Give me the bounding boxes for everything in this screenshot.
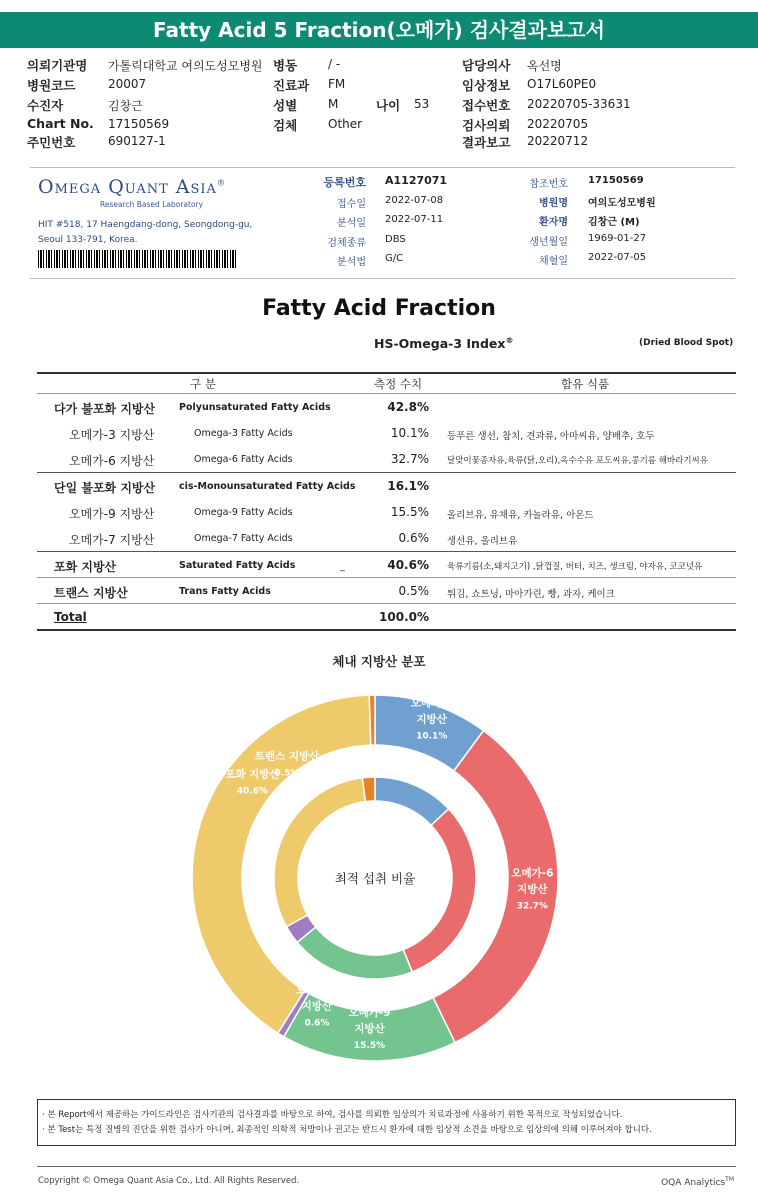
col-header-foods: 함유 식품	[561, 377, 610, 391]
report-title: Fatty Acid 5 Fraction(오메가) 검사결과보고서	[0, 12, 758, 48]
field-label: 결과보고	[462, 135, 511, 150]
disclaimer-line: · 본 Report에서 제공하는 가이드라인은 검사기관의 검사결과를 바탕으로 하여, 검사를 의뢰한 임상의가 치료과정에 사용하기 위한 목적으로 작성되었습니다.	[42, 1110, 623, 1120]
field-value: 53	[414, 97, 430, 111]
field-value: 김창근	[108, 99, 143, 113]
field-label: Chart No.	[27, 116, 94, 131]
row-value: 42.8%	[387, 400, 429, 414]
outer-slice	[369, 695, 375, 745]
row-value: 15.5%	[390, 505, 429, 519]
outer-slice-label: 오메가-6 지방산 32.7%	[511, 867, 554, 912]
table-row-total	[37, 604, 736, 630]
reg-value: 2022-07-08	[385, 195, 444, 206]
row-name-en: Omega-6 Fatty Acids	[194, 454, 293, 465]
field-value: 690127-1	[108, 134, 166, 148]
inner-slice	[403, 809, 476, 972]
row-name-ko: 다가 불포화 지방산	[54, 402, 156, 416]
reg-label: 참조번호	[529, 179, 568, 190]
reg-value: G/C	[385, 253, 404, 264]
index-label-text: HS-Omega-3 Index	[374, 336, 506, 352]
row-name-en: Omega-7 Fatty Acids	[194, 533, 293, 544]
row-foods: 올리브유, 유채유, 카놀라유, 아몬드	[447, 510, 594, 521]
inner-slice	[362, 777, 375, 802]
row-value: 0.6%	[398, 531, 429, 545]
table-row	[37, 446, 736, 472]
reg-value: 2022-07-05	[588, 252, 647, 263]
reg-label: 등록번호	[323, 176, 366, 189]
field-value: 가톨릭대학교 여의도성모병원	[108, 59, 263, 73]
index-label	[374, 336, 513, 351]
reg-label: 분석일	[337, 218, 366, 229]
field-label: 임상정보	[462, 78, 511, 93]
field-value: 20220712	[527, 134, 589, 148]
row-name-en: cis-Monounsaturated Fatty Acids	[179, 481, 356, 492]
divider	[30, 278, 735, 279]
outer-slice-label: 오메가-7 지방산 0.6%	[295, 984, 338, 1029]
copyright: Copyright © Omega Quant Asia Co., Ltd. All Rights Reserved.	[38, 1176, 300, 1186]
row-foods: 등푸른 생선, 참치, 견과류, 아마씨유, 양배추, 호두	[447, 431, 655, 442]
field-value: M	[328, 97, 339, 111]
field-label: 주민번호	[27, 135, 76, 150]
outer-slice-label: 포화 지방산 40.6%	[225, 768, 280, 797]
lab-logo-text: Omega Quant Asia	[38, 176, 217, 198]
donut-chart	[0, 680, 758, 1080]
table-row	[37, 525, 736, 551]
outer-slice-label: 오메가-9 지방산 15.5%	[348, 1006, 391, 1051]
index-label-mark: ®	[505, 336, 514, 345]
field-label: 검체	[273, 118, 298, 133]
table-row	[37, 420, 736, 446]
field-value: O17L60PE0	[527, 77, 597, 91]
field-value: 옥선명	[527, 59, 562, 73]
row-name-ko: 오메가-3 지방산	[69, 428, 155, 442]
field-label: 접수번호	[462, 98, 511, 113]
table-row	[37, 552, 736, 578]
row-value: 16.1%	[387, 479, 429, 493]
row-name-en: Omega-9 Fatty Acids	[194, 507, 293, 518]
field-value: Other	[328, 117, 363, 131]
reg-label: 병원명	[539, 198, 568, 209]
reg-value: DBS	[385, 234, 406, 245]
inner-slice	[297, 927, 412, 979]
field-value: 17150569	[108, 117, 170, 131]
reg-value: 1969-01-27	[588, 233, 647, 244]
row-name-ko: 오메가-9 지방산	[69, 507, 155, 521]
row-name-ko: 트랜스 지방산	[54, 586, 128, 600]
outer-slice-label: 오메가-3 지방산 10.1%	[410, 697, 453, 742]
row-value: 10.1%	[390, 426, 429, 440]
field-value: 20007	[108, 77, 147, 91]
reg-value: 2022-07-11	[385, 214, 444, 225]
table-row	[37, 578, 736, 604]
reg-value: A1127071	[385, 174, 448, 187]
section-title: Fatty Acid Fraction	[262, 296, 496, 321]
field-label: 나이	[376, 98, 401, 113]
brand-text: OQA Analytics	[661, 1178, 726, 1188]
disclaimer-line: · 본 Test는 특정 질병의 진단을 위한 검사가 아니며, 최종적인 의학적 처방이나 권고는 반드시 환자에 대한 임상적 소견을 바탕으로 임상의에 의해 이루어져야 합니다.	[42, 1125, 652, 1135]
row-value: 40.6%	[387, 558, 429, 572]
row-name-ko: 포화 지방산	[54, 560, 117, 574]
brand-mark: TM	[725, 1176, 734, 1183]
reg-label: 채혈일	[539, 256, 568, 267]
row-name-en: Omega-3 Fatty Acids	[194, 428, 293, 439]
row-name-ko: Total	[54, 610, 87, 624]
table-row	[37, 473, 736, 499]
row-value: 100.0%	[379, 610, 429, 624]
chart-title: 체내 지방산 분포	[332, 654, 426, 669]
reg-value: 김창근 (M)	[588, 217, 640, 228]
row-value: 0.5%	[398, 584, 429, 598]
field-label: 병원코드	[27, 78, 76, 93]
field-label: 병동	[273, 58, 298, 73]
barcode	[38, 250, 238, 268]
field-label: 의뢰기관명	[27, 58, 88, 73]
divider	[37, 1166, 736, 1167]
field-label: 진료과	[273, 78, 310, 93]
reg-label: 환자명	[539, 217, 568, 228]
table-bottom-rule	[37, 629, 736, 631]
field-label: 성별	[273, 98, 298, 113]
divider	[30, 167, 735, 168]
center-label: 최적 섭취 비율	[334, 871, 416, 886]
row-name-ko: 오메가-6 지방산	[69, 454, 155, 468]
field-value: 20220705-33631	[527, 97, 631, 111]
table-row	[37, 499, 736, 525]
disclaimer-box	[37, 1099, 736, 1146]
row-name-ko: 오메가-7 지방산	[69, 533, 155, 547]
row-mark: _	[340, 561, 345, 572]
table-row	[37, 394, 736, 420]
table-top-rule	[37, 372, 736, 374]
lab-address: HIT #518, 17 Haengdang-dong, Seongdong-gu, Seoul 133-791, Korea.	[38, 220, 253, 245]
row-name-en: Saturated Fatty Acids	[179, 560, 296, 571]
row-value: 32.7%	[390, 452, 429, 466]
reg-label: 분석법	[337, 257, 366, 268]
row-name-en: Trans Fatty Acids	[179, 586, 271, 597]
field-label: 검사의뢰	[462, 118, 511, 133]
row-name-ko: 단일 불포화 지방산	[54, 481, 156, 495]
field-label: 담당의사	[462, 58, 511, 73]
reg-label: 접수일	[337, 199, 366, 210]
field-value: 20220705	[527, 117, 589, 131]
outer-slice-label: 트랜스 지방산 0.5%	[254, 750, 320, 779]
reg-value: 17150569	[588, 175, 644, 186]
row-foods: 육류기름(소,돼지고기) ,닭껍질, 버터, 치즈, 생크림, 야자유, 코코넛유	[447, 562, 703, 572]
reg-value: 여의도성모병원	[588, 198, 656, 209]
sample-type: (Dried Blood Spot)	[639, 338, 734, 348]
inner-slice	[375, 777, 449, 825]
inner-slice	[274, 778, 365, 927]
row-foods: 튀김, 쇼트닝, 마아가린, 빵, 과자, 케이크	[447, 589, 615, 600]
lab-logo	[38, 176, 226, 198]
field-value: / -	[328, 57, 341, 71]
row-foods: 달맞이꽃종자유,육류(닭,오리),옥수수유 포도씨유,콩기름 해바라기씨유	[447, 456, 708, 466]
col-header-category: 구 분	[190, 377, 216, 391]
col-header-value: 측정 수치	[374, 377, 423, 391]
lab-subtitle: Research Based Laboratory	[100, 200, 204, 209]
brand	[661, 1176, 734, 1188]
field-value: FM	[328, 77, 346, 91]
reg-label: 생년월일	[529, 237, 568, 248]
row-name-en: Polyunsaturated Fatty Acids	[179, 402, 331, 413]
reg-label: 검체종류	[327, 238, 366, 249]
field-label: 수진자	[27, 98, 64, 113]
row-foods: 생선유, 올리브유	[447, 536, 518, 547]
lab-logo-mark: ®	[216, 178, 226, 188]
